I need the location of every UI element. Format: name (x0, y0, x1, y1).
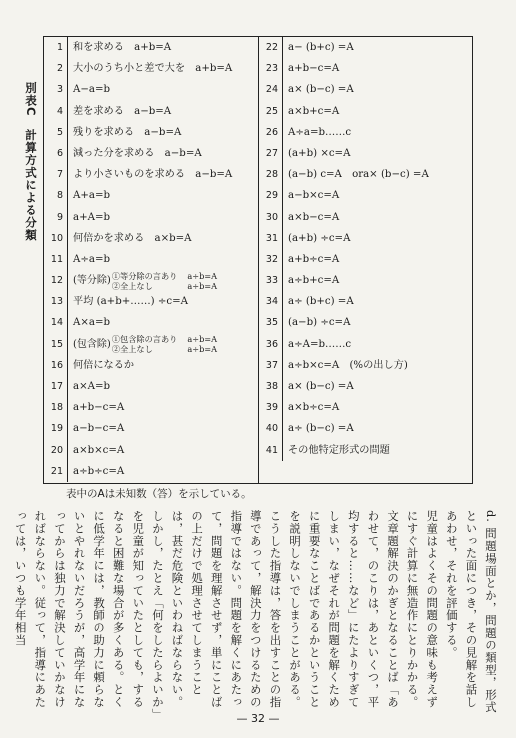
table-row (44, 249, 258, 270)
table-row (44, 334, 258, 355)
division-type: (等分除) (73, 275, 111, 287)
row-number: 21 (44, 461, 68, 482)
row-number: 22 (259, 37, 283, 58)
row-number: 26 (259, 122, 283, 143)
row-formula: a÷A=b……c (288, 338, 352, 350)
row-number: 3 (44, 79, 68, 100)
row-formula: a÷b×c=A (%の出し方) (288, 359, 408, 371)
row-number: 1 (44, 37, 68, 58)
table-row (259, 143, 472, 164)
case-condition: ①包含除の言あり (111, 334, 178, 345)
row-formula: 大小のうち小と差で大を a+b=A (73, 63, 233, 75)
calculation-table (43, 36, 473, 484)
row-formula: a×b÷c=A (288, 402, 340, 414)
row-number: 5 (44, 122, 68, 143)
row-number: 17 (44, 376, 68, 397)
case-formula: a÷b=A (187, 270, 218, 281)
left-column (44, 37, 258, 482)
table-row (44, 207, 258, 228)
row-number: 31 (259, 228, 283, 249)
row-number: 39 (259, 397, 283, 418)
row-formula: 平均 (a+b+……) ÷c=A (73, 296, 188, 308)
table-row (44, 376, 258, 397)
table-row (44, 461, 258, 482)
table-row (44, 101, 258, 122)
row-formula: a×b+c=A (288, 105, 340, 117)
row-number: 29 (259, 185, 283, 206)
row-number: 28 (259, 164, 283, 185)
table-row (44, 79, 258, 100)
table-row (44, 270, 258, 291)
table-row (44, 291, 258, 312)
row-formula: a−b−c=A (73, 423, 125, 435)
table-row (259, 355, 472, 376)
table-row (259, 122, 472, 143)
row-number: 27 (259, 143, 283, 164)
row-number: 11 (44, 249, 68, 270)
row-formula: A−a=b (73, 84, 111, 96)
row-formula: a+b÷c=A (288, 253, 340, 265)
table-row (44, 312, 258, 333)
table-row (44, 440, 258, 461)
case-condition: ①等分除の言あり (111, 270, 178, 281)
table-row (259, 376, 472, 397)
row-formula: (a+b) ÷c=A (288, 232, 351, 244)
row-number: 6 (44, 143, 68, 164)
row-number: 20 (44, 440, 68, 461)
row-number: 36 (259, 334, 283, 355)
table-row (259, 249, 472, 270)
row-formula: a×b×c=A (73, 444, 125, 456)
division-type: (包含除) (73, 338, 111, 350)
row-number: 9 (44, 207, 68, 228)
case-condition: ②全上なし (111, 280, 153, 291)
table-row (259, 101, 472, 122)
table-row (44, 58, 258, 79)
row-formula: (a−b) c=A ora× (b−c) =A (288, 169, 429, 181)
body-text (13, 510, 500, 720)
table-row (44, 37, 258, 58)
row-number: 10 (44, 228, 68, 249)
table-row (44, 397, 258, 418)
row-number: 18 (44, 397, 68, 418)
table-row (259, 207, 472, 228)
row-formula: A×a=b (73, 317, 111, 329)
right-column (259, 37, 472, 461)
table-row (44, 185, 258, 206)
table-row (44, 228, 258, 249)
row-formula: 何倍かを求める a×b=A (73, 232, 192, 244)
row-number: 2 (44, 58, 68, 79)
row-formula: 何倍になるか (73, 359, 135, 371)
table-row (259, 291, 472, 312)
row-number: 35 (259, 312, 283, 333)
table-note: 表中のAは未知数（答）を示している。 (66, 488, 252, 500)
paragraph: d. 問題場面とか，問題の類型，形式といった面につき，その見解を話しあわせ，それを評価する。 (444, 510, 498, 714)
row-number: 14 (44, 312, 68, 333)
row-formula: a+b−c=A (73, 402, 125, 414)
row-formula: 残りを求める a−b=A (73, 126, 182, 138)
row-number: 34 (259, 291, 283, 312)
row-formula: a× (b−c) =A (288, 84, 354, 96)
case-formula: a÷b=A (187, 334, 218, 345)
case-formula: a÷b=A (187, 344, 218, 355)
table-caption: 別表C 計算方式による分類 (24, 82, 38, 242)
row-formula: a×b−c=A (288, 211, 340, 223)
row-number: 8 (44, 185, 68, 206)
row-formula: a÷b÷c=A (73, 465, 125, 477)
row-formula: a÷ (b−c) =A (288, 423, 354, 435)
table-row (44, 418, 258, 439)
row-formula: a−b×c=A (288, 190, 340, 202)
row-number: 40 (259, 418, 283, 439)
page-number: — 32 — (236, 712, 280, 725)
table-row (259, 440, 472, 461)
row-formula: A÷a=b (73, 253, 111, 265)
division-case (73, 270, 217, 291)
row-formula: a÷b+c=A (288, 275, 340, 287)
row-number: 15 (44, 334, 68, 355)
row-formula: 和を求める a+b=A (73, 42, 172, 53)
case-condition: ②全上なし (111, 344, 153, 355)
table-row (44, 143, 258, 164)
row-formula: a+b−c=A (288, 63, 340, 75)
table-row (259, 79, 472, 100)
row-number: 30 (259, 207, 283, 228)
row-number: 32 (259, 249, 283, 270)
row-number: 19 (44, 418, 68, 439)
row-number: 24 (259, 79, 283, 100)
table-row (44, 164, 258, 185)
row-formula: a÷ (b+c) =A (288, 296, 354, 308)
row-formula: (a+b) ×c=A (288, 147, 351, 159)
table-row (259, 418, 472, 439)
row-formula: A÷a=b……c (288, 126, 352, 138)
row-formula: 減った分を求める a−b=A (73, 147, 202, 159)
row-formula: 差を求める a−b=A (73, 105, 172, 117)
row-formula: A+a=b (73, 190, 111, 202)
paragraph: しかし，たとえ「何をしたらよいか」を児童が知っていたとしても，するなると困難な場合が多くある。とくに低学年には，教師の助力に頼らないとやれないだろうが，高学年になってからは独力で解決していかなければならない。従って，指導にあたっては，いつも学年相当 (13, 510, 165, 716)
row-formula: a×A=b (73, 381, 111, 392)
table-row (259, 164, 472, 185)
case-formula: a÷b=A (187, 280, 218, 291)
row-formula: (a−b) ÷c=A (288, 317, 351, 329)
row-number: 25 (259, 101, 283, 122)
paragraph: 児童はよくその問題の意味も考えずにすぐ計算に無造作にとりかかる。文章題解決のかぎとなることば「あわせて，のこりは，あといくつ，平均すると……など」にたよりすぎてしまい，なぜそれが問題を解くために重要なことばであるかということを説明しないでしまうことがある。こうした指導は，答を出すことの指導であって，解決力をつけるための指導ではない。問題を解くにあたって，問題を理解させず，単にことばの上だけで処理させてしまうことは，甚だ危険といわねばならない。 (170, 510, 440, 709)
table-row (259, 185, 472, 206)
row-formula: a× (b−c) =A (288, 381, 354, 392)
row-number: 16 (44, 355, 68, 376)
row-formula: より小さいものを求める a−b=A (73, 169, 233, 181)
table-row (259, 312, 472, 333)
row-number: 7 (44, 164, 68, 185)
row-number: 13 (44, 291, 68, 312)
row-number: 33 (259, 270, 283, 291)
row-formula: a− (b+c) =A (288, 42, 354, 53)
table-row (259, 397, 472, 418)
table-row (259, 37, 472, 58)
row-formula: a+A=b (73, 211, 111, 223)
table-row (259, 58, 472, 79)
row-number: 23 (259, 58, 283, 79)
row-number: 12 (44, 270, 68, 291)
division-case (73, 334, 217, 355)
table-row (259, 270, 472, 291)
row-formula: その他特定形式の問題 (288, 444, 390, 456)
table-row (44, 355, 258, 376)
row-number: 41 (259, 440, 283, 461)
table-row (44, 122, 258, 143)
table-row (259, 228, 472, 249)
row-number: 4 (44, 101, 68, 122)
row-number: 37 (259, 355, 283, 376)
row-number: 38 (259, 376, 283, 397)
table-row (259, 334, 472, 355)
